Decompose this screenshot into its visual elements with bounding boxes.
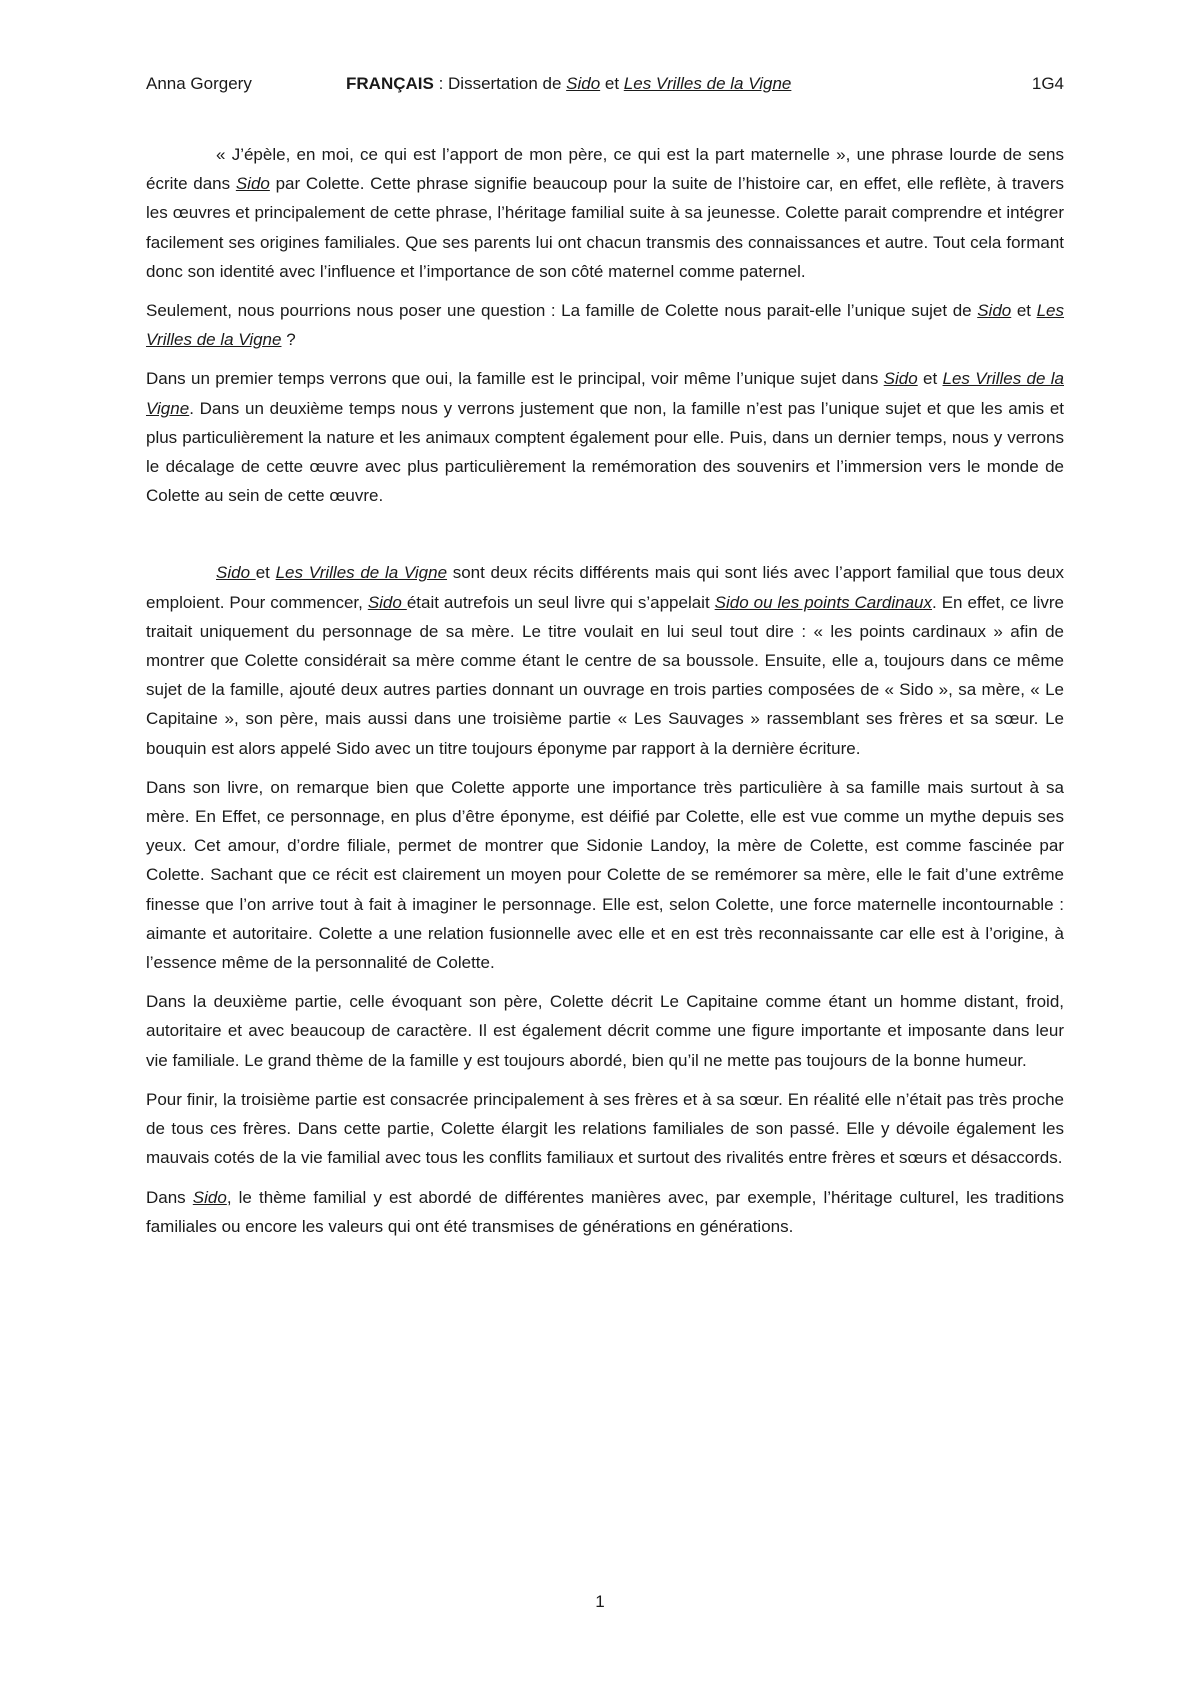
work-title: Les Vrilles de la Vigne <box>146 369 1064 418</box>
text-run: Seulement, nous pourrions nous poser une question : La famille de Colette nous parait-elle l’unique sujet de <box>146 301 978 321</box>
text-run: était autrefois un seul livre qui s’appelait <box>406 592 715 612</box>
text-run: par Colette. Cette phrase signifie beaucoup pour la suite de l’histoire car, en effet, elle reflète, à travers les œuvres et principalement de cette phrase, l’héritage familial suite à sa jeunesse. Colette parait comprendre et intégrer facilement ses origines familiales. Que ses parents lui ont chacun transmis des connaissances et autre. Tout cela formant donc son identité avec l’influence et l’importance de son côté maternel comme paternel. <box>146 174 1064 281</box>
text-run: Dans <box>146 1187 193 1207</box>
text-run: ? <box>281 330 296 350</box>
work-title-vrilles: Les Vrilles de la Vigne <box>623 74 792 93</box>
work-title: Les Vrilles de la Vigne <box>275 563 448 583</box>
paragraph-problematique <box>146 296 1064 354</box>
text-run: et <box>255 563 276 583</box>
work-title: Sido <box>977 301 1012 321</box>
text-run: et <box>917 369 943 389</box>
work-title-sido: Sido <box>566 74 601 93</box>
work-title: Sido ou les points Cardinaux <box>714 592 933 612</box>
work-title: Les Vrilles de la Vigne <box>146 301 1065 350</box>
text-run: . Dans un deuxième temps nous y verrons justement que non, la famille n’est pas l’unique sujet et que les amis et plus particulièrement la nature et les animaux comptent également pour elle. Puis, dans un dernier temps, nous y verrons le décalage de cette œuvre avec plus particulièrement la remémoration des souvenirs et l’immersion vers le monde de Colette au sein de cette œuvre. <box>146 398 1064 506</box>
text-run: et <box>1011 301 1037 321</box>
subject-label: FRANÇAIS <box>346 74 434 93</box>
paragraph-heritage <box>146 1183 1064 1241</box>
paragraph-siblings: Pour finir, la troisième partie est consacrée principalement à ses frères et à sa sœur. En réalité elle n’était pas très proche de tous ces frères. Dans cette partie, Colette élargit les relations familiales de son passé. Elle y dévoile également les mauvais cotés de la vie familial avec tous les conflits familiaux et surtout des rivalités entre frères et sœurs et désaccords. <box>146 1089 1064 1168</box>
title-and: et <box>600 74 624 93</box>
paragraph-part1-intro <box>146 558 1064 762</box>
paragraph-father: Dans la deuxième partie, celle évoquant son père, Colette décrit Le Capitaine comme étant un homme distant, froid, autoritaire et avec beaucoup de caractère. Il est également décrit comme une figure importante et imposante dans leur vie familiale. Le grand thème de la famille y est toujours abordé, bien qu’il ne mette pas toujours de la bonne humeur. <box>146 992 1064 1070</box>
document-title <box>346 74 791 94</box>
work-title: Sido <box>192 1187 227 1207</box>
work-title: Sido <box>367 592 407 612</box>
author-name: Anna Gorgery <box>146 74 252 93</box>
text-run: sont deux récits différents mais qui sont liés avec l’apport familial que tous deux emploient. Pour commencer, <box>146 563 1065 612</box>
work-title: Sido <box>216 563 256 583</box>
work-title: Sido <box>883 369 918 389</box>
paragraph-mother: Dans son livre, on remarque bien que Colette apporte une importance très particulière à sa famille mais surtout à sa mère. En Effet, ce personnage, en plus d’être éponyme, est déifié par Colette, elle est vue comme un mythe depuis ses yeux. Cet amour, d’ordre filiale, permet de montrer que Sidonie Landoy, la mère de Colette, est comme fascinée par Colette. Sachant que ce récit est clairement un moyen pour Colette de se remémorer sa mère, elle le fait d’une extrême finesse que l’on arrive tout à fait à imaginer le personnage. Elle est, selon Colette, une force maternelle incontournable : aimante et autoritaire. Colette a une relation fusionnelle avec elle et en est très reconnaissante car elle est à l’origine, à l’essence même de la personnalité de Colette. <box>146 777 1064 973</box>
text-run: , le thème familial y est abordé de différentes manières avec, par exemple, l’héritage culturel, les traditions familiales ou encore les valeurs qui ont été transmises de générations en générations. <box>146 1187 1064 1236</box>
work-title: Sido <box>235 174 270 194</box>
text-run: . En effet, ce livre traitait uniquement du personnage de sa mère. Le titre voulait en lui seul tout dire : « les points cardinaux » afin de montrer que Colette considérait sa mère comme étant le centre de sa boussole. Ensuite, elle a, toujours dans ce même sujet de la famille, ajouté deux autres parties donnant un ouvrage en trois parties composées de « Sido », sa mère, « Le Capitaine », son père, mais aussi dans une troisième partie « Les Sauvages » rassemblant ses frères et sa sœur. Le bouquin est alors appelé Sido avec un titre toujours éponyme par rapport à la dernière écriture. <box>146 592 1064 758</box>
page-header <box>146 74 1064 104</box>
text-run: Dans un premier temps verrons que oui, la famille est le principal, voir même l’unique sujet dans <box>146 369 884 389</box>
title-separator: : Dissertation de <box>433 74 567 93</box>
class-code: 1G4 <box>1031 74 1064 93</box>
paragraph-intro <box>146 140 1064 286</box>
paragraph-plan <box>146 364 1064 510</box>
text-run: « J’épèle, en moi, ce qui est l’apport de mon père, ce qui est la part maternelle », une phrase lourde de sens écrite dans <box>146 145 1064 194</box>
document-body <box>146 140 1064 1251</box>
page-number: 1 <box>595 1592 605 1611</box>
